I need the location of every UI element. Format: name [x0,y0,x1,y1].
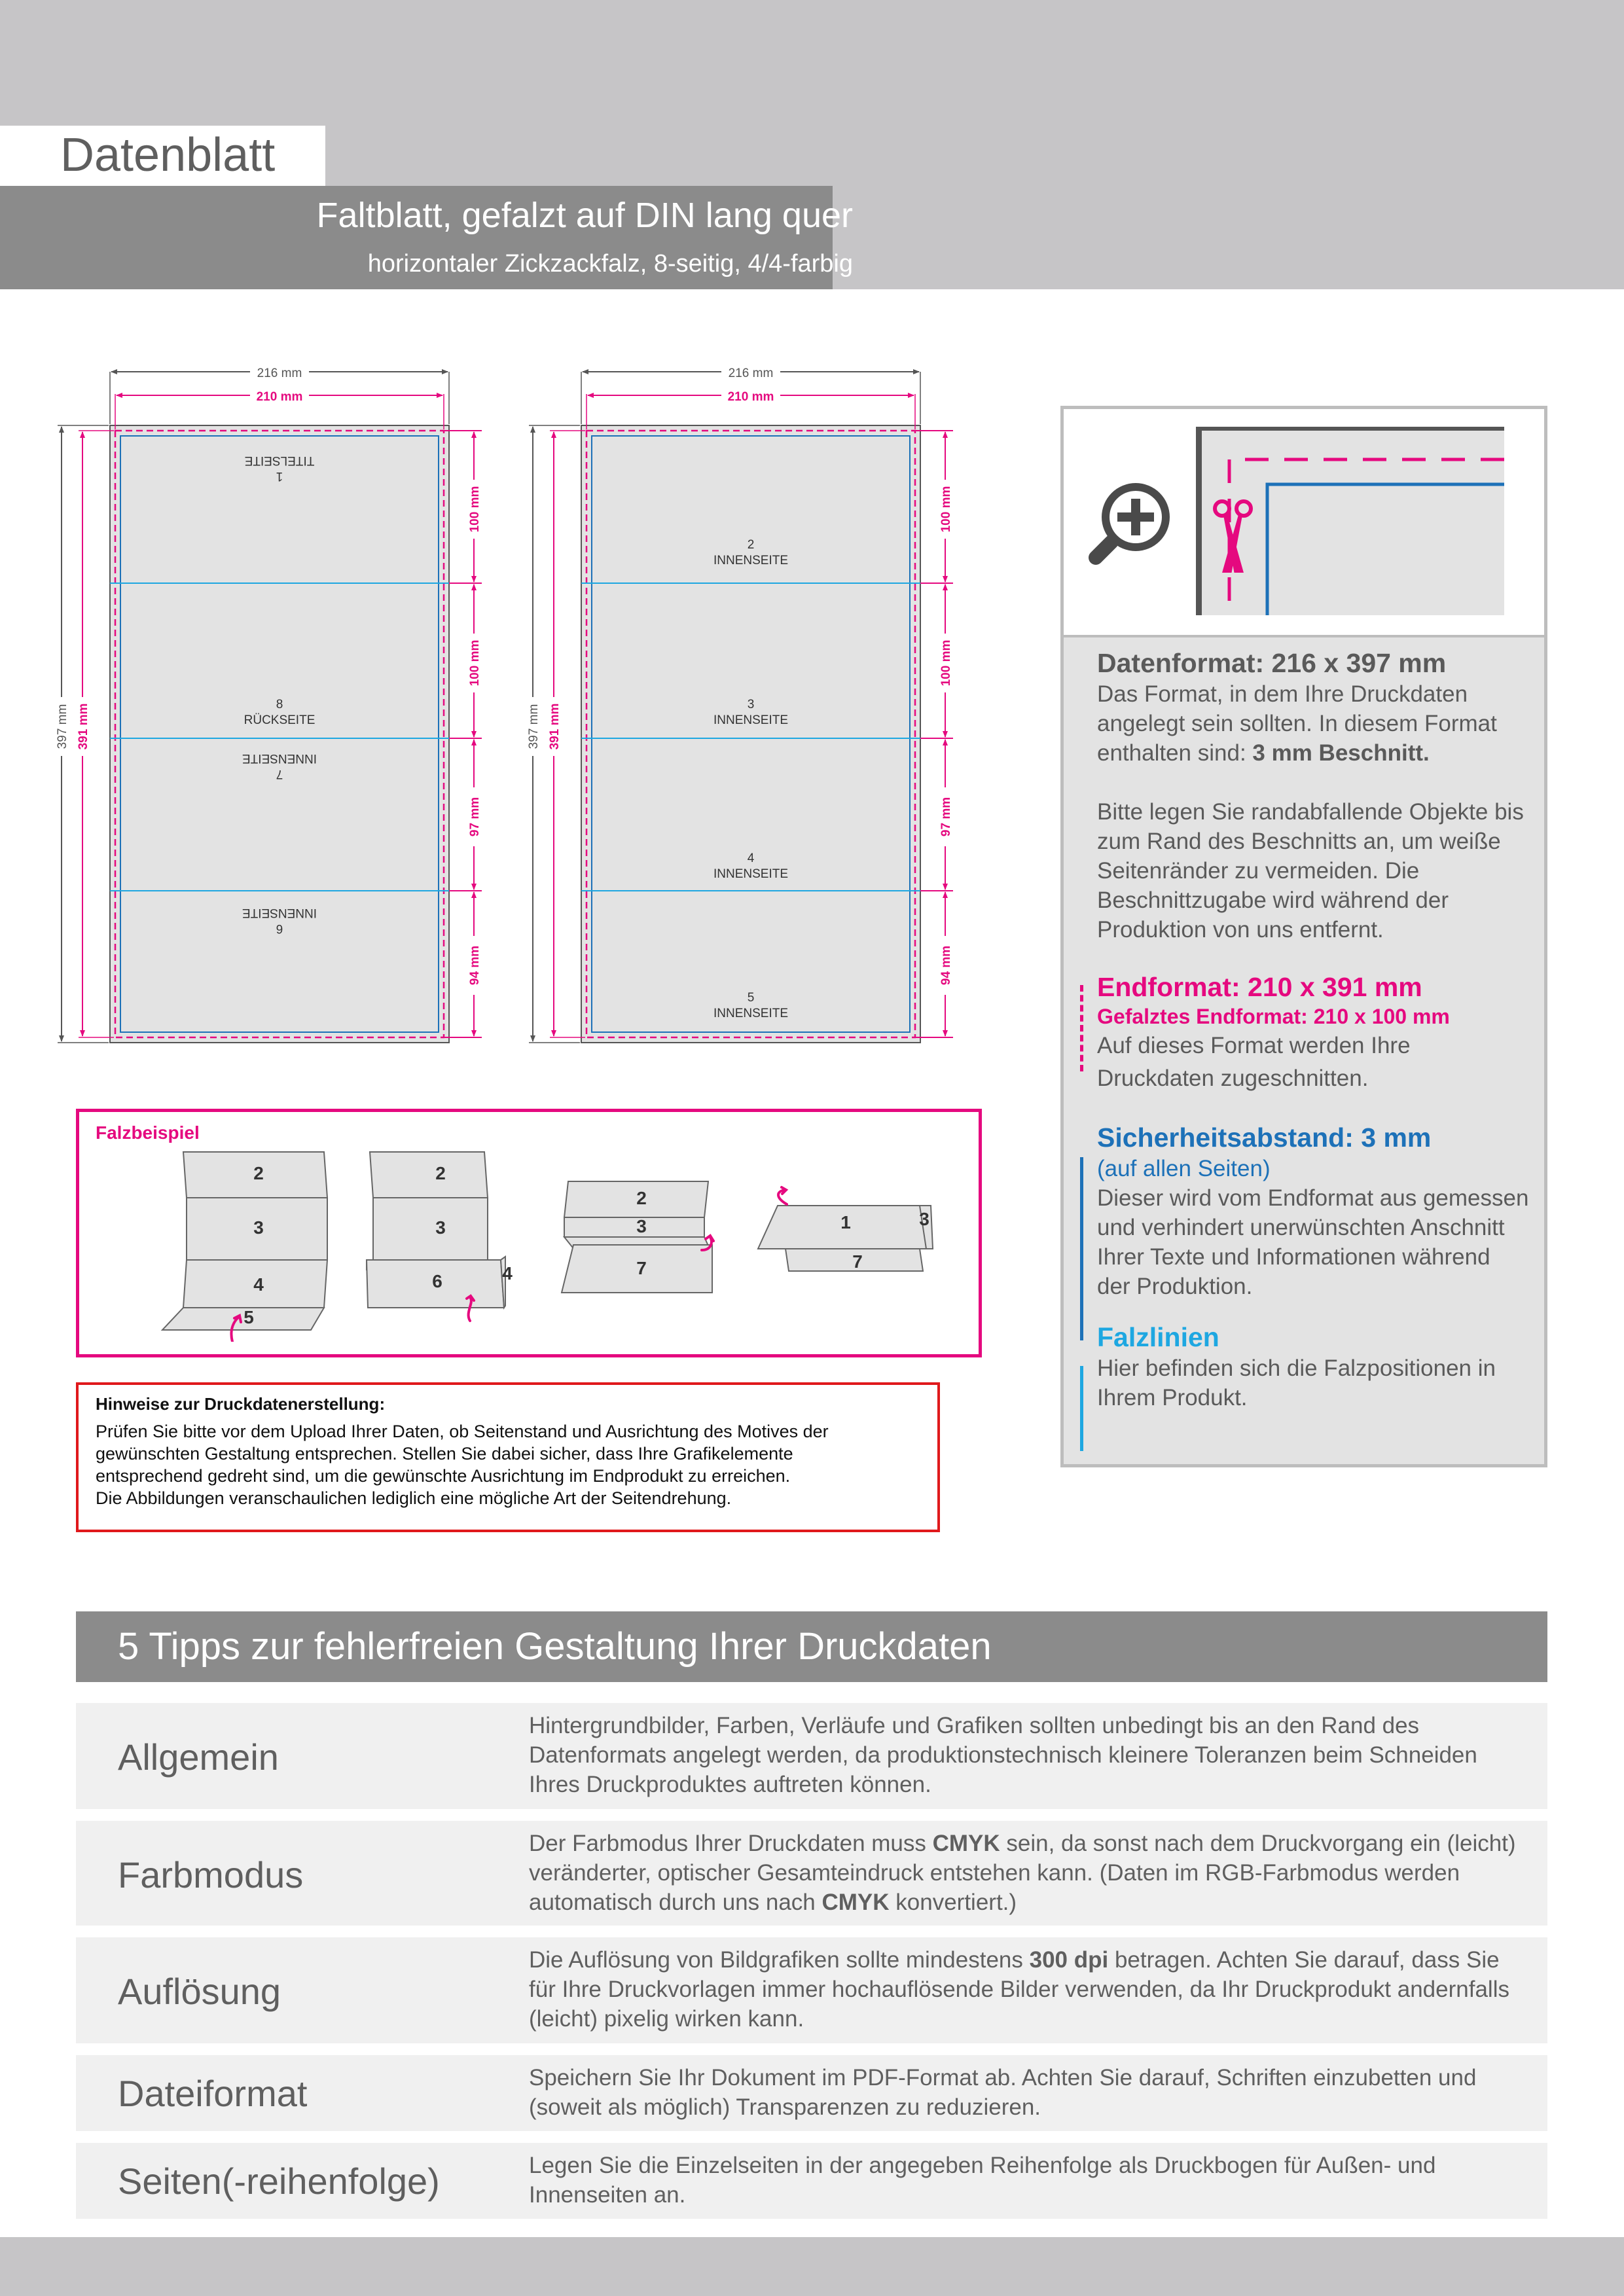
tip-text: Legen Sie die Einzelseiten in der angegeben Reihenfolge als Druckbogen für Außen- und Innenseiten an. [529,2153,1436,2208]
fold2-num-6: 6 [432,1271,442,1291]
page-num-6: 6 [276,922,283,935]
beschnitt-text: Bitte legen Sie randabfallende Objekte bis zum Rand des Beschnitts an, um weiße Seitenränder zu vermeiden. Die Beschnittzugabe wird während der Produktion von uns entfernt. [1097,799,1524,942]
width-inner-left: 210 mm [256,390,303,404]
page-num-4: 4 [747,852,755,865]
page-num-7: 7 [276,767,283,781]
falzlinien-marker [1080,1366,1083,1451]
height-inner-left: 391 mm [77,703,90,750]
product-title: Faltblatt, gefalzt auf DIN lang quer [316,196,853,235]
panel-height-3-right: 97 mm [939,797,953,837]
page-num-1: 1 [276,469,283,483]
datenformat-text: Das Format, in dem Ihre Druckdaten angelegt sein sollten. In diesem Format enthalten sind: 3 mm Beschnitt. [1097,681,1497,766]
fold3-num-2: 2 [636,1188,647,1208]
page-label-4: INNENSEITE [713,867,789,881]
panel-height-3-left: 97 mm [468,797,482,837]
hinweise-line-4: Die Abbildungen veranschaulichen lediglich eine mögliche Art der Seitendrehung. [96,1488,732,1508]
tip-text: Die Auflösung von Bildgrafiken sollte mindestens 300 dpi betragen. Achten Sie darauf, dass Sie für Ihre Druckvorlagen immer hochauflösende Bilder verwenden, da Ihr Druckprodukt andernfalls (leicht) pixelig wirken kann. [529,1947,1509,2032]
zoom-icon [1096,483,1170,558]
height-outer-right: 397 mm [527,704,541,749]
footer-band [0,2237,1624,2296]
endformat-subtitle: Gefalztes Endformat: 210 x 100 mm [1097,1005,1450,1028]
fold4-num-1: 1 [840,1212,851,1232]
tips-title: 5 Tipps zur fehlerfreien Gestaltung Ihrer Druckdaten [118,1625,992,1668]
fold2-num-2: 2 [435,1163,446,1183]
falzlinien-text: Hier befinden sich die Falzpositionen in Ihrem Produkt. [1097,1355,1496,1410]
page-label-6: INNENSEITE [242,906,317,920]
fold1-num-3: 3 [253,1217,264,1238]
fold2-panel-3 [373,1198,488,1260]
panel-height-1-right: 100 mm [939,486,953,533]
tip-row-farbmodus [76,1821,1547,1926]
endformat-text: Auf dieses Format werden Ihre Druckdaten zugeschnitten. [1097,1033,1411,1091]
panel-height-4-left: 94 mm [468,945,482,986]
fold1-num-5: 5 [244,1307,254,1327]
height-outer-left: 397 mm [56,704,69,749]
fold3-num-7: 7 [636,1258,647,1278]
tip-row-dateiformat [76,2055,1547,2131]
sicherheit-subtitle: (auf allen Seiten) [1097,1156,1271,1181]
fold4-num-3: 3 [919,1209,929,1229]
hinweise-line-1: Prüfen Sie bitte vor dem Upload Ihrer Daten, ob Seitenstand und Ausrichtung des Motives der [96,1422,829,1441]
page-label-2: INNENSEITE [713,554,789,567]
page-label-1: TITELSEITE [244,454,315,467]
datenformat-title: Datenformat: 216 x 397 mm [1097,648,1447,678]
page-label-7: INNENSEITE [242,751,317,765]
page-num-8: 8 [276,698,283,711]
tip-text: Der Farbmodus Ihrer Druckdaten muss CMYK sein, da sonst nach dem Druckvorgang ein (leicht) veränderter, optischer Gesamteindruck entstehen kann. (Daten im RGB-Farbmodus werden automatisch durch uns nach CMYK konvertiert.) [529,1831,1516,1915]
fold2-num-3: 3 [435,1217,446,1238]
tip-row-aufloesung [76,1937,1547,2043]
hinweise-title: Hinweise zur Druckdatenerstellung: [96,1394,386,1414]
tip-label: Dateiformat [118,2073,308,2114]
sheet-inside [581,425,920,1043]
hinweise-line-3: entsprechend gedreht sind, um die gewünschte Ausrichtung im Endprodukt zu erreichen. [96,1466,791,1486]
endformat-marker [1080,985,1083,1071]
panel-height-1-left: 100 mm [468,486,482,533]
page-label-8: RÜCKSEITE [244,713,316,727]
fold2-panel-2 [370,1152,488,1198]
panel-height-2-left: 100 mm [468,639,482,687]
sicherheit-title: Sicherheitsabstand: 3 mm [1097,1122,1432,1153]
zoom-illustration [1087,419,1512,615]
panel-height-2-right: 100 mm [939,639,953,687]
layout-diagram [0,340,1021,1060]
hinweise-line-2: gewünschten Gestaltung entsprechen. Stellen Sie dabei sicher, dass Ihre Grafikelemente [96,1444,793,1463]
tip-text: Hintergrundbilder, Farben, Verläufe und Grafiken sollten unbedingt bis an den Rand des Datenformats angelegt werden, da produktionstechnisch kleinere Toleranzen beim Schneiden Ihres Druckproduktes auftreten können. [529,1713,1477,1797]
panel-height-4-right: 94 mm [939,945,953,986]
hinweise-text [96,1420,920,1509]
page-title: Datenblatt [60,129,276,181]
sicherheit-text: Dieser wird vom Endformat aus gemessen und verhindert unerwünschten Anschnitt Ihrer Texte und Informationen während der Produktion. [1097,1185,1529,1299]
page-num-3: 3 [747,698,755,711]
width-inner-right: 210 mm [727,390,774,404]
tip-text: Speichern Sie Ihr Dokument im PDF-Format ab. Achten Sie darauf, Schriften einzubetten und (soweit als möglich) Transparenzen zu reduzieren. [529,2065,1477,2120]
info-text [1097,647,1529,1412]
product-subtitle: horizontaler Zickzackfalz, 8-seitig, 4/4-farbig [367,250,853,278]
width-outer-right: 216 mm [728,367,774,380]
fold1-num-4: 4 [253,1274,264,1295]
falzlinien-title: Falzlinien [1097,1322,1219,1352]
fold3-panel-3 [564,1217,704,1237]
sheet-outside [110,425,449,1043]
page-num-5: 5 [747,991,755,1005]
page-num-2: 2 [747,538,755,552]
fold2-num-4: 4 [502,1263,513,1283]
fold3-num-3: 3 [636,1216,647,1236]
width-outer-left: 216 mm [257,367,302,380]
fold4-num-7: 7 [852,1251,863,1272]
page-label-5: INNENSEITE [713,1007,789,1020]
tip-row-seiten [76,2143,1547,2219]
fold-example-drawings [157,1145,969,1342]
tip-row-allgemein [76,1703,1547,1809]
tip-label: Farbmodus [118,1854,304,1895]
fold1-num-2: 2 [253,1163,264,1183]
tip-label: Auflösung [118,1971,281,2012]
endformat-title: Endformat: 210 x 391 mm [1097,972,1422,1002]
falzbeispiel-label: Falzbeispiel [96,1122,200,1143]
tip-label: Seiten(-reihenfolge) [118,2161,440,2202]
page-label-3: INNENSEITE [713,713,789,727]
sicherheit-marker [1080,1157,1083,1340]
height-inner-right: 391 mm [548,703,562,750]
tip-label: Allgemein [118,1736,279,1778]
